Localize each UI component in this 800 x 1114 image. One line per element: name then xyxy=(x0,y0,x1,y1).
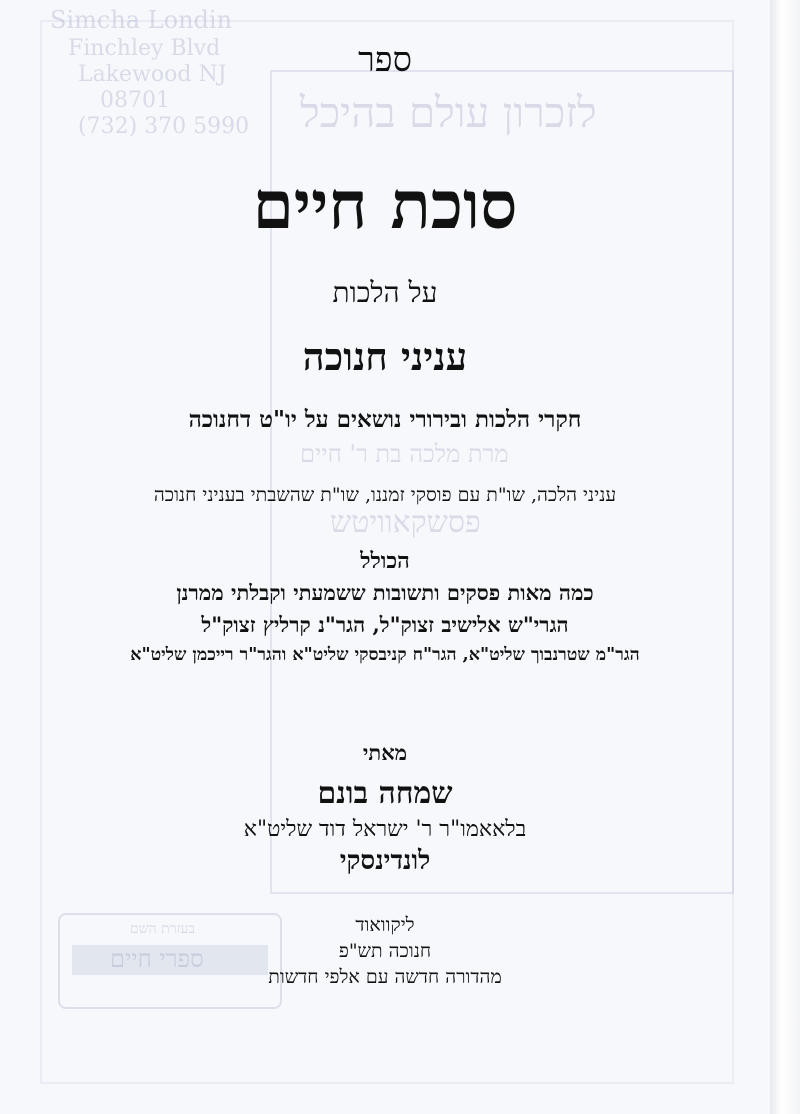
author-surname: לונדינסקי xyxy=(339,846,431,876)
page-edge xyxy=(770,0,800,1114)
publication-place: ליקוואוד xyxy=(355,914,415,936)
bleed-dedication-name: פסשקאוויטש xyxy=(330,505,481,540)
bleed-dedication-name: מרת מלכה בת ר' חיים xyxy=(300,440,509,468)
author-name: שמחה בונם xyxy=(317,776,453,811)
book-title: סוכת חיים xyxy=(252,166,518,244)
book-subject: עניני חנוכה xyxy=(302,334,468,379)
bleed-address-line: 08701 xyxy=(100,88,170,113)
edition-note: מהדורה חדשה עם אלפי חדשות xyxy=(268,966,502,988)
bleed-address-line: Simcha Londin xyxy=(50,6,233,34)
bleed-address-line: Lakewood NJ xyxy=(78,62,227,87)
al-hilchot: על הלכות xyxy=(332,276,438,309)
contents-line: עניני הלכה, שו"ת עם פוסקי זמננו, שו"ת שהשבתי בעניני חנוכה xyxy=(153,484,617,506)
bleed-stamp-top-text: בעזרת השם xyxy=(130,921,196,937)
publication-date: חנוכה תש"פ xyxy=(338,940,432,962)
book-description: חקרי הלכות ובירורי נושאים על יו"ט דחנוכה xyxy=(188,406,582,433)
includes-line-2: הגרי"ש אלישיב זצוק"ל, הגר"נ קרליץ זצוק"ל xyxy=(201,612,569,637)
author-father: בלאאמו"ר ר' ישראל דוד שליט"א xyxy=(243,817,527,842)
includes-line-1: כמה מאות פסקים ותשובות ששמעתי וקבלתי ממרנן xyxy=(176,580,594,605)
bleed-dedication-title: לזכרון עולם בהיכל xyxy=(300,88,597,137)
bleed-stamp-main-text: ספרי חיים xyxy=(110,945,204,973)
includes-line-3: הגר"מ שטרנבוך שליט"א, הגר"ח קניבסקי שליט"א והגר"ר רייכמן שליט"א xyxy=(130,645,640,665)
bleed-address-line: (732) 370 5990 xyxy=(78,114,250,139)
sefer-label: ספר xyxy=(358,40,412,80)
bleed-address-line: Finchley Blvd xyxy=(68,36,221,61)
author-prefix: מאתי xyxy=(362,740,408,765)
hakolel-label: הכולל xyxy=(360,548,410,574)
